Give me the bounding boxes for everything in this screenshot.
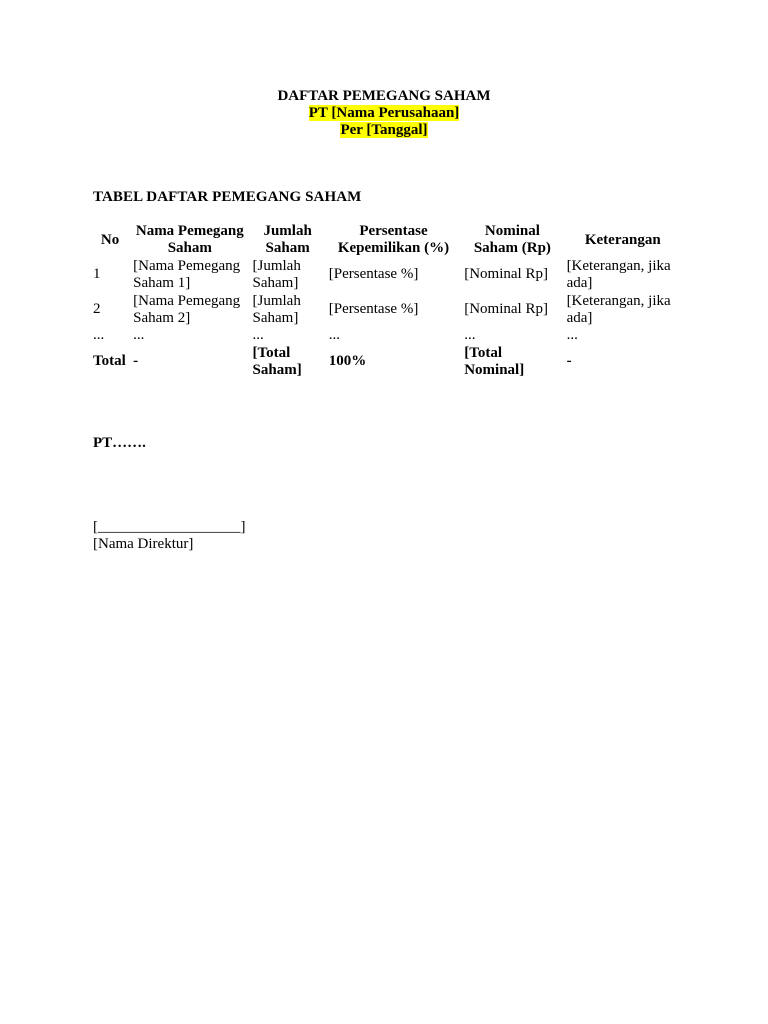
cell-nominal: [Nominal Rp] [464,266,548,282]
header-shares: Jumlah Saham [263,223,312,256]
cell-no: 2 [93,301,101,317]
cell-shares: [Jumlah Saham] [252,257,301,291]
date-placeholder: Per [Tanggal] [340,122,428,138]
header-notes: Keterangan [584,231,661,248]
table-header-row [90,223,682,257]
company-name-placeholder: PT [Nama Perusahaan] [308,105,460,121]
document-header [0,88,768,139]
header-name: Nama Pemegang Saham [135,223,244,256]
table-total-row [90,344,682,379]
director-name: [Nama Direktur] [93,536,194,552]
cell-shares: [Jumlah Saham] [252,292,301,326]
table-row [90,327,682,344]
header-nominal: Nominal Saham (Rp) [473,223,551,256]
cell-percent: [Persentase %] [328,301,419,317]
total-nominal: [Total Nominal] [464,344,525,378]
cell-name: [Nama Pemegang Saham 2] [133,292,241,326]
cell-name: ... [133,327,145,343]
table-row [90,292,682,327]
cell-no: ... [93,327,105,343]
total-shares: [Total Saham] [252,344,302,378]
signature-block [93,519,246,553]
document-title-text: DAFTAR PEMEGANG SAHAM [277,88,491,104]
total-label: Total [93,353,126,369]
cell-nominal: ... [464,327,476,343]
table-row [90,257,682,292]
company-signoff: PT……. [93,435,146,451]
cell-notes: ... [566,327,578,343]
document-title [0,88,768,105]
shareholder-table [90,223,682,379]
cell-notes: [Keterangan, jika ada] [566,292,671,326]
cell-percent: ... [328,327,341,343]
header-percent: Persentase Kepemilikan (%) [337,223,450,256]
cell-name: [Nama Pemegang Saham 1] [133,257,241,291]
cell-percent: [Persentase %] [328,266,419,282]
signature-line: [___________________] [93,519,246,535]
total-notes: - [566,353,572,369]
company-name-line [0,105,768,122]
total-percent: 100% [328,353,367,369]
total-name: - [133,353,139,369]
cell-no: 1 [93,266,101,282]
cell-nominal: [Nominal Rp] [464,301,548,317]
date-line [0,122,768,139]
cell-notes: [Keterangan, jika ada] [566,257,671,291]
header-no: No [100,231,120,248]
cell-shares: ... [252,327,264,343]
section-title: TABEL DAFTAR PEMEGANG SAHAM [93,189,362,205]
